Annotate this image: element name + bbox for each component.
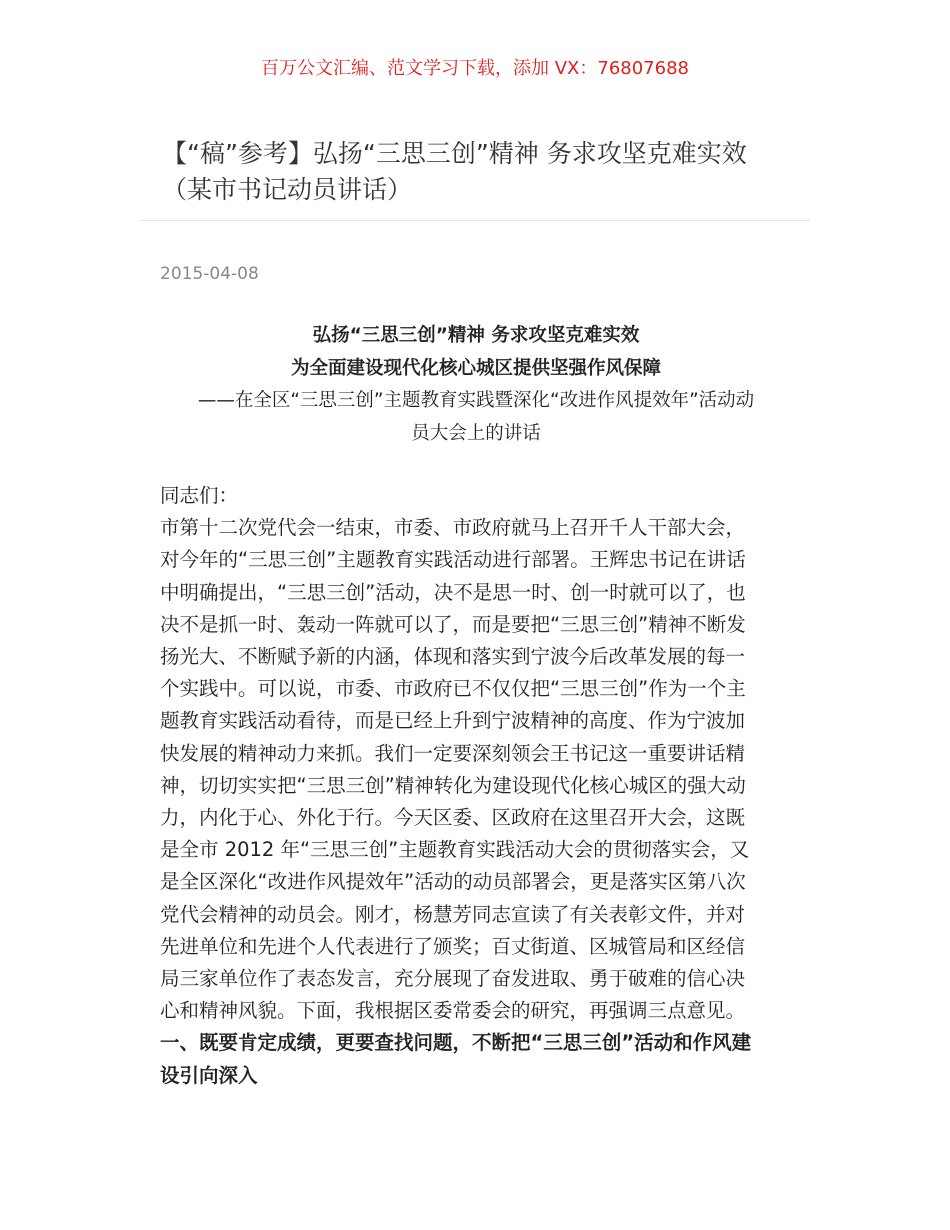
- article-title: [162, 136, 802, 208]
- publish-date: 2015-04-08: [160, 264, 259, 284]
- title-line: （某市书记动员讲话）: [162, 175, 413, 204]
- body-line: 扬光大、不断赋予新的内涵，体现和落实到宁波今后改革发展的每一: [160, 645, 746, 669]
- body-line: 对今年的“三思三创”主题教育实践活动进行部署。王辉忠书记在讲话: [160, 548, 746, 572]
- speech-heading: [160, 320, 792, 450]
- body-line: 是全区深化“改进作风提效年”活动的动员部署会，更是落实区第八次: [160, 870, 746, 894]
- section-heading: 设引向深入: [160, 1063, 258, 1087]
- body-line: 神，切切实实把“三思三创”精神转化为建设现代化核心城区的强大动: [160, 773, 746, 797]
- speech-subtitle: 为全面建设现代化核心城区提供坚强作风保障: [290, 357, 661, 379]
- body-line: 中明确提出，“三思三创”活动，决不是思一时、创一时就可以了，也: [160, 580, 746, 604]
- body-line: 市第十二次党代会一结束，市委、市政府就马上召开千人干部大会，: [160, 516, 746, 540]
- article-body: [160, 480, 800, 1092]
- speech-title: 弘扬“三思三创”精神 务求攻坚克难实效: [312, 325, 640, 346]
- body-line: 快发展的精神动力来抓。我们一定要深刻领会王书记这一重要讲话精: [160, 741, 746, 765]
- body-line: 心和精神风貌。下面，我根据区委常委会的研究，再强调三点意见。: [160, 999, 746, 1023]
- speech-occasion: ——在全区“三思三创”主题教育实践暨深化“改进作风提效年”活动动: [197, 390, 755, 411]
- body-line: 力，内化于心、外化于行。今天区委、区政府在这里召开大会，这既: [160, 806, 746, 830]
- body-line: 个实践中。可以说，市委、市政府已不仅仅把“三思三创”作为一个主: [160, 677, 746, 701]
- body-line: 是全市 2012 年“三思三创”主题教育实践活动大会的贯彻落实会，又: [160, 838, 750, 862]
- promo-banner: 百万公文汇编、范文学习下载，添加 VX：76807688: [261, 58, 689, 79]
- body-line: 先进单位和先进个人代表进行了颁奖；百丈街道、区城管局和区经信: [160, 934, 746, 958]
- section-heading: 一、既要肯定成绩，更要查找问题，不断把“三思三创”活动和作风建: [160, 1031, 752, 1055]
- speech-occasion: 员大会上的讲话: [411, 422, 541, 444]
- body-line: 决不是抓一时、轰动一阵就可以了，而是要把“三思三创”精神不断发: [160, 612, 746, 636]
- divider: [140, 220, 810, 221]
- body-line: 局三家单位作了表态发言，充分展现了奋发进取、勇于破难的信心决: [160, 967, 746, 991]
- body-line: 题教育实践活动看待，而是已经上升到宁波精神的高度、作为宁波加: [160, 709, 746, 733]
- salutation: 同志们：: [160, 484, 239, 507]
- body-line: 党代会精神的动员会。刚才，杨慧芳同志宣读了有关表彰文件，并对: [160, 902, 746, 926]
- title-line: 【“稿”参考】弘扬“三思三创”精神 务求攻坚克难实效: [162, 139, 747, 168]
